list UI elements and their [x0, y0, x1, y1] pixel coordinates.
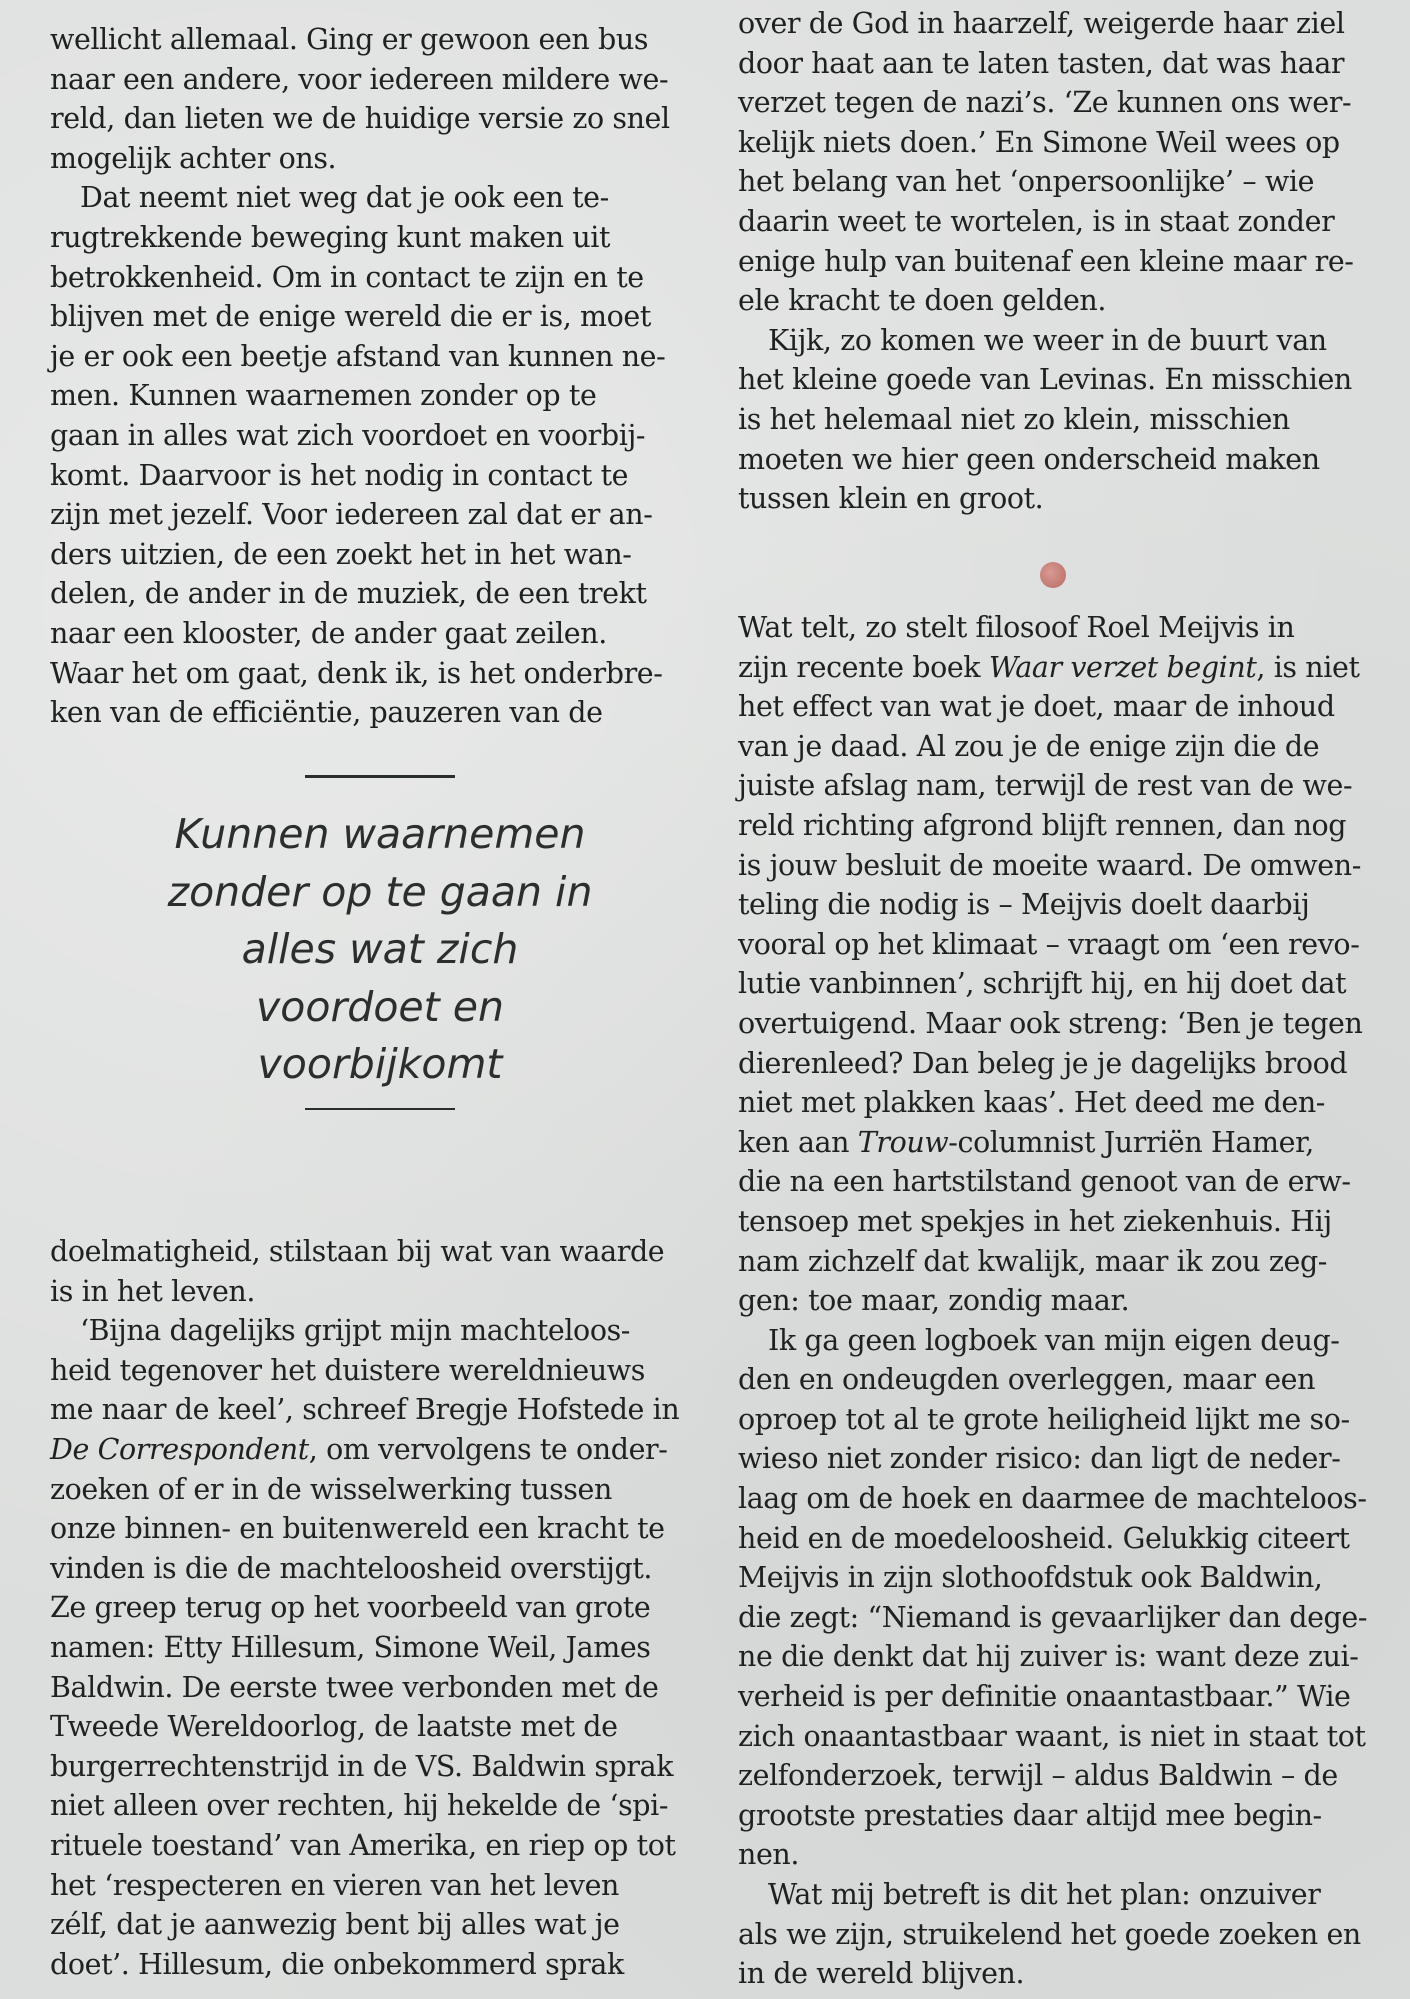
- text-line: heid en de moedeloosheid. Gelukkig citeert: [738, 1521, 1350, 1555]
- text-line: naar een klooster, de ander gaat zeilen.: [50, 616, 607, 650]
- text-line: dierenleed? Dan beleg je je dagelijks brood: [738, 1046, 1348, 1080]
- text-line: nam zichzelf dat kwalijk, maar ik zou zeg-: [738, 1244, 1328, 1278]
- text-line: die na een hartstilstand genoot van de erw-: [738, 1165, 1351, 1199]
- text-line: je er ook een beetje afstand van kunnen ne-: [50, 339, 666, 373]
- pull-quote-line: alles wat zich: [241, 925, 519, 973]
- text-line: zich onaantastbaar waant, is niet in staat tot: [738, 1719, 1366, 1753]
- italic-title: De Correspondent: [50, 1432, 309, 1466]
- text-line: het belang van het ‘onpersoonlijke’ – wie: [738, 165, 1315, 199]
- text-line: komt. Daarvoor is het nodig in contact te: [50, 458, 629, 492]
- pull-quote-line: Kunnen waarnemen: [174, 810, 586, 858]
- text-line: rugtrekkende beweging kunt maken uit: [50, 220, 611, 254]
- text-line: ne die denkt dat hij zuiver is: want deze zui-: [738, 1640, 1359, 1674]
- text-line: is het helemaal niet zo klein, misschien: [738, 402, 1290, 436]
- article-column-left-bottom: [50, 1232, 710, 1984]
- text-line: niet alleen over rechten, hij hekelde de ‘spi-: [50, 1789, 669, 1823]
- article-column-left-top: [50, 20, 700, 733]
- text-line: ken aan Trouw-columnist Jurriën Hamer,: [738, 1125, 1314, 1159]
- text-line: Meijvis in zijn slothoofdstuk ook Baldwin,: [738, 1561, 1323, 1595]
- text-line: onze binnen- en buitenwereld een kracht te: [50, 1512, 665, 1546]
- text-line: teling die nodig is – Meijvis doelt daarbij: [738, 888, 1310, 922]
- text-line: tensoep met spekjes in het ziekenhuis. Hij: [738, 1204, 1332, 1238]
- text-line: wieso niet zonder risico: dan ligt de neder-: [738, 1442, 1341, 1476]
- text-line: verzet tegen de nazi’s. ‘Ze kunnen ons wer-: [738, 86, 1352, 120]
- text-line: Wat telt, zo stelt filosoof Roel Meijvis in: [738, 611, 1295, 644]
- text-line: Tweede Wereldoorlog, de laatste met de: [50, 1710, 618, 1744]
- text-line: mogelijk achter ons.: [50, 141, 337, 175]
- text-line: naar een andere, voor iedereen mildere we-: [50, 62, 669, 96]
- text-line: ken van de efficiëntie, pauzeren van de: [50, 696, 603, 730]
- text-line: nen.: [738, 1838, 800, 1872]
- text-line: doelmatigheid, stilstaan bij wat van waarde: [50, 1235, 665, 1268]
- text-line: lutie vanbinnen’, schrijft hij, en hij doet dat: [738, 967, 1347, 1001]
- text-line: van je daad. Al zou je de enige zijn die de: [738, 729, 1320, 763]
- text-line: Waar het om gaat, denk ik, is het onderbre-: [50, 656, 663, 690]
- text-line: laag om de hoek en daarmee de machteloos-: [738, 1482, 1367, 1516]
- text-line: reld richting afgrond blijft rennen, dan nog: [738, 808, 1347, 842]
- text-line: namen: Etty Hillesum, Simone Weil, James: [50, 1630, 651, 1664]
- text-line: rituele toestand’ van Amerika, en riep op tot: [50, 1828, 676, 1862]
- text-line: ele kracht te doen gelden.: [738, 284, 1107, 318]
- text-line: Ze greep terug op het voorbeeld van grote: [50, 1591, 651, 1625]
- text-line: me naar de keel’, schreef Bregje Hofstede in: [50, 1393, 680, 1427]
- text-line: het kleine goede van Levinas. En misschien: [738, 363, 1352, 397]
- text-line: is in het leven.: [50, 1274, 256, 1308]
- pull-quote-line: voordoet en: [256, 982, 504, 1031]
- text-line: Kijk, zo komen we weer in de buurt van: [768, 323, 1327, 357]
- pull-quote-line: zonder op te gaan in: [167, 867, 593, 916]
- text-line: in de wereld blijven.: [738, 1957, 1025, 1991]
- text-line: zijn recente boek Waar verzet begint, is niet: [738, 650, 1360, 684]
- text-line: is jouw besluit de moeite waard. De omwen-: [738, 848, 1361, 882]
- text-line: den en ondeugden overleggen, maar een: [738, 1363, 1316, 1397]
- article-column-right-top: [738, 4, 1398, 519]
- text-line: daarin weet te wortelen, is in staat zonder: [738, 204, 1335, 238]
- pull-quote-text: [120, 806, 640, 1094]
- text-line: Dat neemt niet weg dat je ook een te-: [80, 181, 609, 215]
- text-line: Wat mij betreft is dit het plan: onzuiver: [768, 1878, 1321, 1911]
- text-line: De Correspondent, om vervolgens te onder-: [50, 1432, 668, 1466]
- italic-title: Waar verzet begint: [988, 650, 1257, 684]
- text-line: het effect van wat je doet, maar de inhoud: [738, 690, 1335, 724]
- text-line: Ik ga geen logboek van mijn eigen deug-: [768, 1323, 1340, 1357]
- text-line: grootste prestaties daar altijd mee begin-: [738, 1798, 1322, 1832]
- text-line: gen: toe maar, zondig maar.: [738, 1284, 1130, 1318]
- text-line: ‘Bijna dagelijks grijpt mijn machteloos-: [80, 1314, 631, 1348]
- text-line: ders uitzien, de een zoekt het in het wan-: [50, 537, 632, 571]
- text-line: zijn met jezelf. Voor iedereen zal dat er an-: [50, 498, 653, 532]
- text-line: zélf, dat je aanwezig bent bij alles wat je: [50, 1908, 620, 1942]
- text-line: gaan in alles wat zich voordoet en voorbij-: [50, 418, 646, 452]
- text-line: betrokkenheid. Om in contact te zijn en te: [50, 260, 644, 294]
- text-line: verheid is per definitie onaantastbaar.” Wie: [738, 1680, 1351, 1714]
- pull-quote-bottom-rule: [305, 1108, 455, 1110]
- italic-title: Trouw: [857, 1125, 949, 1159]
- text-line: overtuigend. Maar ook streng: ‘Ben je tegen: [738, 1006, 1363, 1040]
- text-line: over de God in haarzelf, weigerde haar ziel: [738, 7, 1345, 40]
- text-line: moeten we hier geen onderscheid maken: [738, 442, 1320, 476]
- text-line: blijven met de enige wereld die er is, moet: [50, 300, 651, 334]
- section-break-dot: [1040, 562, 1066, 588]
- article-column-right-bottom: [738, 608, 1403, 1994]
- text-line: enige hulp van buitenaf een kleine maar re-: [738, 244, 1354, 278]
- text-line: Baldwin. De eerste twee verbonden met de: [50, 1670, 659, 1704]
- text-line: delen, de ander in de muziek, de een trekt: [50, 577, 647, 611]
- text-line: wellicht allemaal. Ging er gewoon een bus: [50, 23, 649, 56]
- text-line: vinden is die de machteloosheid overstijgt.: [50, 1551, 653, 1585]
- text-line: die zegt: “Niemand is gevaarlijker dan dege-: [738, 1600, 1368, 1634]
- text-line: kelijk niets doen.’ En Simone Weil wees op: [738, 125, 1340, 159]
- text-line: reld, dan lieten we de huidige versie zo snel: [50, 102, 670, 136]
- text-line: door haat aan te laten tasten, dat was haar: [738, 46, 1345, 80]
- pull-quote: [120, 775, 640, 1110]
- text-line: burgerrechtenstrijd in de VS. Baldwin sprak: [50, 1749, 674, 1783]
- text-line: het ‘respecteren en vieren van het leven: [50, 1868, 620, 1902]
- text-line: doet’. Hillesum, die onbekommerd sprak: [50, 1947, 624, 1981]
- text-line: zoeken of er in de wisselwerking tussen: [50, 1472, 612, 1506]
- pull-quote-top-rule: [305, 775, 455, 778]
- text-line: heid tegenover het duistere wereldnieuws: [50, 1353, 645, 1387]
- text-line: zelfonderzoek, terwijl – aldus Baldwin – de: [738, 1759, 1338, 1793]
- pull-quote-line: voorbijkomt: [257, 1040, 503, 1088]
- text-line: men. Kunnen waarnemen zonder op te: [50, 379, 597, 413]
- text-line: niet met plakken kaas’. Het deed me den-: [738, 1086, 1326, 1120]
- text-line: vooral op het klimaat – vraagt om ‘een revo-: [738, 927, 1360, 961]
- text-line: tussen klein en groot.: [738, 482, 1044, 516]
- text-line: oproep tot al te grote heiligheid lijkt me so-: [738, 1402, 1350, 1436]
- text-line: juiste afslag nam, terwijl de rest van de we-: [738, 769, 1353, 803]
- text-line: als we zijn, struikelend het goede zoeken en: [738, 1917, 1361, 1951]
